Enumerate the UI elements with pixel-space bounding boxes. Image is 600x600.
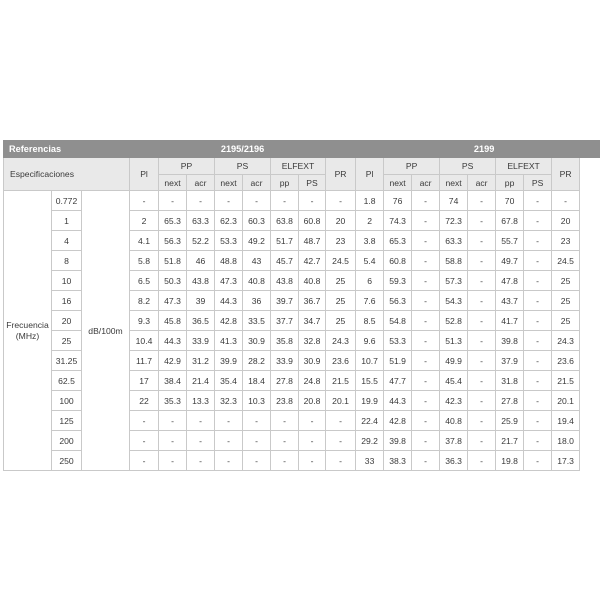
value-cell: 20 (326, 211, 356, 231)
col-a-pl: Pl (130, 158, 159, 191)
value-cell: 51.7 (271, 231, 299, 251)
value-cell: 36.7 (299, 291, 326, 311)
col-b-ps: PS (440, 158, 496, 175)
value-cell: - (326, 431, 356, 451)
col-b-pr: PR (552, 158, 580, 191)
frequency-cell: 8 (52, 251, 82, 271)
value-cell: 51.3 (440, 331, 468, 351)
value-cell: 23 (326, 231, 356, 251)
value-cell: 36.5 (187, 311, 215, 331)
value-cell: - (468, 391, 496, 411)
value-cell: - (524, 451, 552, 471)
value-cell: 51.9 (384, 351, 412, 371)
value-cell: 10.7 (356, 351, 384, 371)
value-cell: 9.3 (130, 311, 159, 331)
value-cell: 49.2 (243, 231, 271, 251)
value-cell: - (524, 391, 552, 411)
frequency-cell: 0.772 (52, 191, 82, 211)
col-b-pp: PP (384, 158, 440, 175)
frecuencia-label (4, 191, 52, 471)
value-cell: 36.3 (440, 451, 468, 471)
value-cell: 42.3 (440, 391, 468, 411)
value-cell: 36 (243, 291, 271, 311)
value-cell: - (412, 331, 440, 351)
value-cell: - (524, 231, 552, 251)
value-cell: 2 (356, 211, 384, 231)
value-cell: - (524, 191, 552, 211)
value-cell: 24.5 (326, 251, 356, 271)
header-band (4, 141, 600, 158)
col-a-ps-next: next (215, 175, 243, 191)
value-cell: 29.2 (356, 431, 384, 451)
frequency-cell: 4 (52, 231, 82, 251)
value-cell: - (271, 451, 299, 471)
table-row (4, 191, 600, 211)
value-cell: 23.8 (271, 391, 299, 411)
value-cell: 48.8 (215, 251, 243, 271)
value-cell: 45.4 (440, 371, 468, 391)
value-cell: - (412, 411, 440, 431)
value-cell: 18.0 (552, 431, 580, 451)
value-cell: 25.9 (496, 411, 524, 431)
table-body (4, 191, 600, 471)
value-cell: - (552, 191, 580, 211)
value-cell: 17.3 (552, 451, 580, 471)
value-cell: - (326, 191, 356, 211)
value-cell: 56.3 (384, 291, 412, 311)
value-cell: 41.3 (215, 331, 243, 351)
value-cell: 9.6 (356, 331, 384, 351)
value-cell: 20.1 (326, 391, 356, 411)
value-cell: 27.8 (271, 371, 299, 391)
value-cell: 25 (552, 271, 580, 291)
value-cell: 24.3 (552, 331, 580, 351)
value-cell: - (468, 431, 496, 451)
col-b-pl: Pl (356, 158, 384, 191)
value-cell: 33 (356, 451, 384, 471)
value-cell: 60.3 (243, 211, 271, 231)
value-cell: 38.4 (159, 371, 187, 391)
value-cell: 39.9 (215, 351, 243, 371)
value-cell: 10.3 (243, 391, 271, 411)
spec-table (3, 140, 600, 471)
value-cell: - (524, 271, 552, 291)
value-cell: 43.7 (496, 291, 524, 311)
value-cell: - (468, 251, 496, 271)
value-cell: - (524, 431, 552, 451)
value-cell: 31.2 (187, 351, 215, 371)
value-cell: 25 (326, 291, 356, 311)
frequency-cell: 10 (52, 271, 82, 291)
value-cell: - (524, 411, 552, 431)
value-cell: - (215, 411, 243, 431)
value-cell: - (468, 351, 496, 371)
value-cell: 2 (130, 211, 159, 231)
value-cell: 63.3 (187, 211, 215, 231)
value-cell: 57.3 (440, 271, 468, 291)
value-cell: 22 (130, 391, 159, 411)
value-cell: - (524, 291, 552, 311)
value-cell: - (412, 271, 440, 291)
col-b-pp-acr: acr (412, 175, 440, 191)
value-cell: 21.7 (496, 431, 524, 451)
value-cell: - (159, 431, 187, 451)
value-cell: - (468, 371, 496, 391)
value-cell: - (468, 291, 496, 311)
value-cell: 65.3 (159, 211, 187, 231)
frecuencia-label-line1: Frecuencia (6, 319, 49, 330)
value-cell: 24.3 (326, 331, 356, 351)
header-row-groups (4, 158, 600, 175)
group-a-label: 2195/2196 (130, 141, 356, 158)
value-cell: - (412, 311, 440, 331)
value-cell: 21.5 (552, 371, 580, 391)
value-cell: - (412, 451, 440, 471)
spec-table-container (3, 140, 596, 471)
col-b-ps-acr: acr (468, 175, 496, 191)
value-cell: 45.7 (271, 251, 299, 271)
value-cell: - (299, 451, 326, 471)
value-cell: - (130, 451, 159, 471)
value-cell: - (412, 211, 440, 231)
value-cell: - (412, 291, 440, 311)
value-cell: 4.1 (130, 231, 159, 251)
value-cell: - (468, 311, 496, 331)
value-cell: 18.4 (243, 371, 271, 391)
value-cell: 23.6 (552, 351, 580, 371)
value-cell: 1.8 (356, 191, 384, 211)
col-a-elfext-pp: pp (271, 175, 299, 191)
value-cell: 6 (356, 271, 384, 291)
value-cell: 39.8 (384, 431, 412, 451)
group-b-label: 2199 (356, 141, 600, 158)
value-cell: 23 (552, 231, 580, 251)
value-cell: 35.4 (215, 371, 243, 391)
value-cell: 44.3 (384, 391, 412, 411)
value-cell: 67.8 (496, 211, 524, 231)
value-cell: - (468, 411, 496, 431)
value-cell: 44.3 (215, 291, 243, 311)
value-cell: 22.4 (356, 411, 384, 431)
value-cell: 23.6 (326, 351, 356, 371)
value-cell: - (524, 371, 552, 391)
value-cell: - (412, 231, 440, 251)
value-cell: - (130, 431, 159, 451)
value-cell: 13.3 (187, 391, 215, 411)
value-cell: - (468, 231, 496, 251)
value-cell: 43 (243, 251, 271, 271)
value-cell: - (243, 411, 271, 431)
value-cell: 70 (496, 191, 524, 211)
value-cell: - (468, 191, 496, 211)
value-cell: 50.3 (159, 271, 187, 291)
value-cell: 24.8 (299, 371, 326, 391)
value-cell: 63.3 (440, 231, 468, 251)
value-cell: 48.7 (299, 231, 326, 251)
value-cell: 35.3 (159, 391, 187, 411)
value-cell: 62.3 (215, 211, 243, 231)
col-a-ps: PS (215, 158, 271, 175)
value-cell: - (524, 251, 552, 271)
value-cell: 74.3 (384, 211, 412, 231)
value-cell: 46 (187, 251, 215, 271)
col-b-elfext: ELFEXT (496, 158, 552, 175)
frequency-cell: 25 (52, 331, 82, 351)
frequency-cell: 16 (52, 291, 82, 311)
value-cell: - (271, 411, 299, 431)
value-cell: 19.9 (356, 391, 384, 411)
value-cell: 51.8 (159, 251, 187, 271)
value-cell: 42.9 (159, 351, 187, 371)
value-cell: 39.8 (496, 331, 524, 351)
value-cell: 8.2 (130, 291, 159, 311)
value-cell: 30.9 (243, 331, 271, 351)
value-cell: - (187, 411, 215, 431)
value-cell: 10.4 (130, 331, 159, 351)
value-cell: 6.5 (130, 271, 159, 291)
value-cell: 42.7 (299, 251, 326, 271)
value-cell: 5.4 (356, 251, 384, 271)
value-cell: - (468, 451, 496, 471)
value-cell: 43.8 (271, 271, 299, 291)
value-cell: - (299, 431, 326, 451)
value-cell: 25 (552, 311, 580, 331)
value-cell: - (468, 271, 496, 291)
value-cell: - (299, 191, 326, 211)
value-cell: 20 (552, 211, 580, 231)
value-cell: 53.3 (215, 231, 243, 251)
value-cell: 52.8 (440, 311, 468, 331)
value-cell: 25 (326, 311, 356, 331)
value-cell: 20.1 (552, 391, 580, 411)
value-cell: - (271, 191, 299, 211)
value-cell: - (187, 431, 215, 451)
value-cell: 17 (130, 371, 159, 391)
value-cell: - (524, 331, 552, 351)
col-a-elfext-ps: PS (299, 175, 326, 191)
value-cell: - (243, 451, 271, 471)
value-cell: 11.7 (130, 351, 159, 371)
unit-label: dB/100m (82, 191, 130, 471)
value-cell: 55.7 (496, 231, 524, 251)
value-cell: - (130, 411, 159, 431)
value-cell: 28.2 (243, 351, 271, 371)
value-cell: 34.7 (299, 311, 326, 331)
value-cell: - (524, 311, 552, 331)
value-cell: 37.8 (440, 431, 468, 451)
col-b-elfext-ps: PS (524, 175, 552, 191)
value-cell: 58.8 (440, 251, 468, 271)
value-cell: 31.8 (496, 371, 524, 391)
value-cell: - (215, 451, 243, 471)
value-cell: 5.8 (130, 251, 159, 271)
value-cell: 42.8 (384, 411, 412, 431)
value-cell: 33.9 (187, 331, 215, 351)
value-cell: 19.4 (552, 411, 580, 431)
value-cell: 19.8 (496, 451, 524, 471)
referencias-label: Referencias (4, 141, 130, 158)
value-cell: 33.9 (271, 351, 299, 371)
value-cell: 44.3 (159, 331, 187, 351)
value-cell: - (468, 211, 496, 231)
value-cell: 40.8 (243, 271, 271, 291)
frequency-cell: 20 (52, 311, 82, 331)
value-cell: 47.3 (159, 291, 187, 311)
value-cell: 27.8 (496, 391, 524, 411)
value-cell: 45.8 (159, 311, 187, 331)
value-cell: 52.2 (187, 231, 215, 251)
value-cell: 74 (440, 191, 468, 211)
value-cell: 30.9 (299, 351, 326, 371)
col-b-ps-next: next (440, 175, 468, 191)
value-cell: - (187, 191, 215, 211)
frecuencia-label-line2: (MHz) (15, 330, 40, 341)
value-cell: 72.3 (440, 211, 468, 231)
value-cell: 21.4 (187, 371, 215, 391)
value-cell: - (299, 411, 326, 431)
value-cell: 37.7 (271, 311, 299, 331)
frequency-cell: 100 (52, 391, 82, 411)
value-cell: 49.9 (440, 351, 468, 371)
value-cell: 63.8 (271, 211, 299, 231)
value-cell: 15.5 (356, 371, 384, 391)
frequency-cell: 200 (52, 431, 82, 451)
value-cell: - (468, 331, 496, 351)
value-cell: - (326, 451, 356, 471)
value-cell: 41.7 (496, 311, 524, 331)
value-cell: - (412, 391, 440, 411)
frequency-cell: 1 (52, 211, 82, 231)
value-cell: 54.3 (440, 291, 468, 311)
value-cell: 40.8 (299, 271, 326, 291)
value-cell: - (524, 211, 552, 231)
value-cell: 38.3 (384, 451, 412, 471)
frequency-cell: 125 (52, 411, 82, 431)
value-cell: 35.8 (271, 331, 299, 351)
value-cell: 65.3 (384, 231, 412, 251)
value-cell: 60.8 (299, 211, 326, 231)
value-cell: - (159, 411, 187, 431)
value-cell: 40.8 (440, 411, 468, 431)
value-cell: - (159, 191, 187, 211)
value-cell: - (243, 431, 271, 451)
value-cell: - (412, 191, 440, 211)
col-b-pp-next: next (384, 175, 412, 191)
value-cell: 25 (326, 271, 356, 291)
value-cell: - (412, 431, 440, 451)
value-cell: - (326, 411, 356, 431)
value-cell: 8.5 (356, 311, 384, 331)
value-cell: 53.3 (384, 331, 412, 351)
value-cell: - (215, 191, 243, 211)
col-a-pp-next: next (159, 175, 187, 191)
especificaciones-label: Especificaciones (4, 158, 130, 191)
frequency-cell: 62.5 (52, 371, 82, 391)
col-a-ps-acr: acr (243, 175, 271, 191)
value-cell: - (130, 191, 159, 211)
value-cell: 56.3 (159, 231, 187, 251)
value-cell: 33.5 (243, 311, 271, 331)
col-a-pr: PR (326, 158, 356, 191)
value-cell: 47.7 (384, 371, 412, 391)
value-cell: 47.3 (215, 271, 243, 291)
value-cell: - (215, 431, 243, 451)
value-cell: 20.8 (299, 391, 326, 411)
value-cell: 39 (187, 291, 215, 311)
col-b-elfext-pp: pp (496, 175, 524, 191)
frequency-cell: 250 (52, 451, 82, 471)
value-cell: - (243, 191, 271, 211)
value-cell: - (159, 451, 187, 471)
value-cell: 25 (552, 291, 580, 311)
value-cell: 42.8 (215, 311, 243, 331)
value-cell: 37.9 (496, 351, 524, 371)
value-cell: - (412, 371, 440, 391)
value-cell: 3.8 (356, 231, 384, 251)
col-a-pp-acr: acr (187, 175, 215, 191)
value-cell: - (524, 351, 552, 371)
col-a-pp: PP (159, 158, 215, 175)
value-cell: 32.3 (215, 391, 243, 411)
value-cell: 24.5 (552, 251, 580, 271)
value-cell: 59.3 (384, 271, 412, 291)
col-a-elfext: ELFEXT (271, 158, 326, 175)
value-cell: - (412, 351, 440, 371)
value-cell: 76 (384, 191, 412, 211)
value-cell: 60.8 (384, 251, 412, 271)
value-cell: 49.7 (496, 251, 524, 271)
value-cell: 47.8 (496, 271, 524, 291)
value-cell: 7.6 (356, 291, 384, 311)
value-cell: 21.5 (326, 371, 356, 391)
value-cell: 32.8 (299, 331, 326, 351)
value-cell: - (412, 251, 440, 271)
value-cell: 39.7 (271, 291, 299, 311)
value-cell: 43.8 (187, 271, 215, 291)
frequency-cell: 31.25 (52, 351, 82, 371)
value-cell: - (187, 451, 215, 471)
value-cell: 54.8 (384, 311, 412, 331)
value-cell: - (271, 431, 299, 451)
